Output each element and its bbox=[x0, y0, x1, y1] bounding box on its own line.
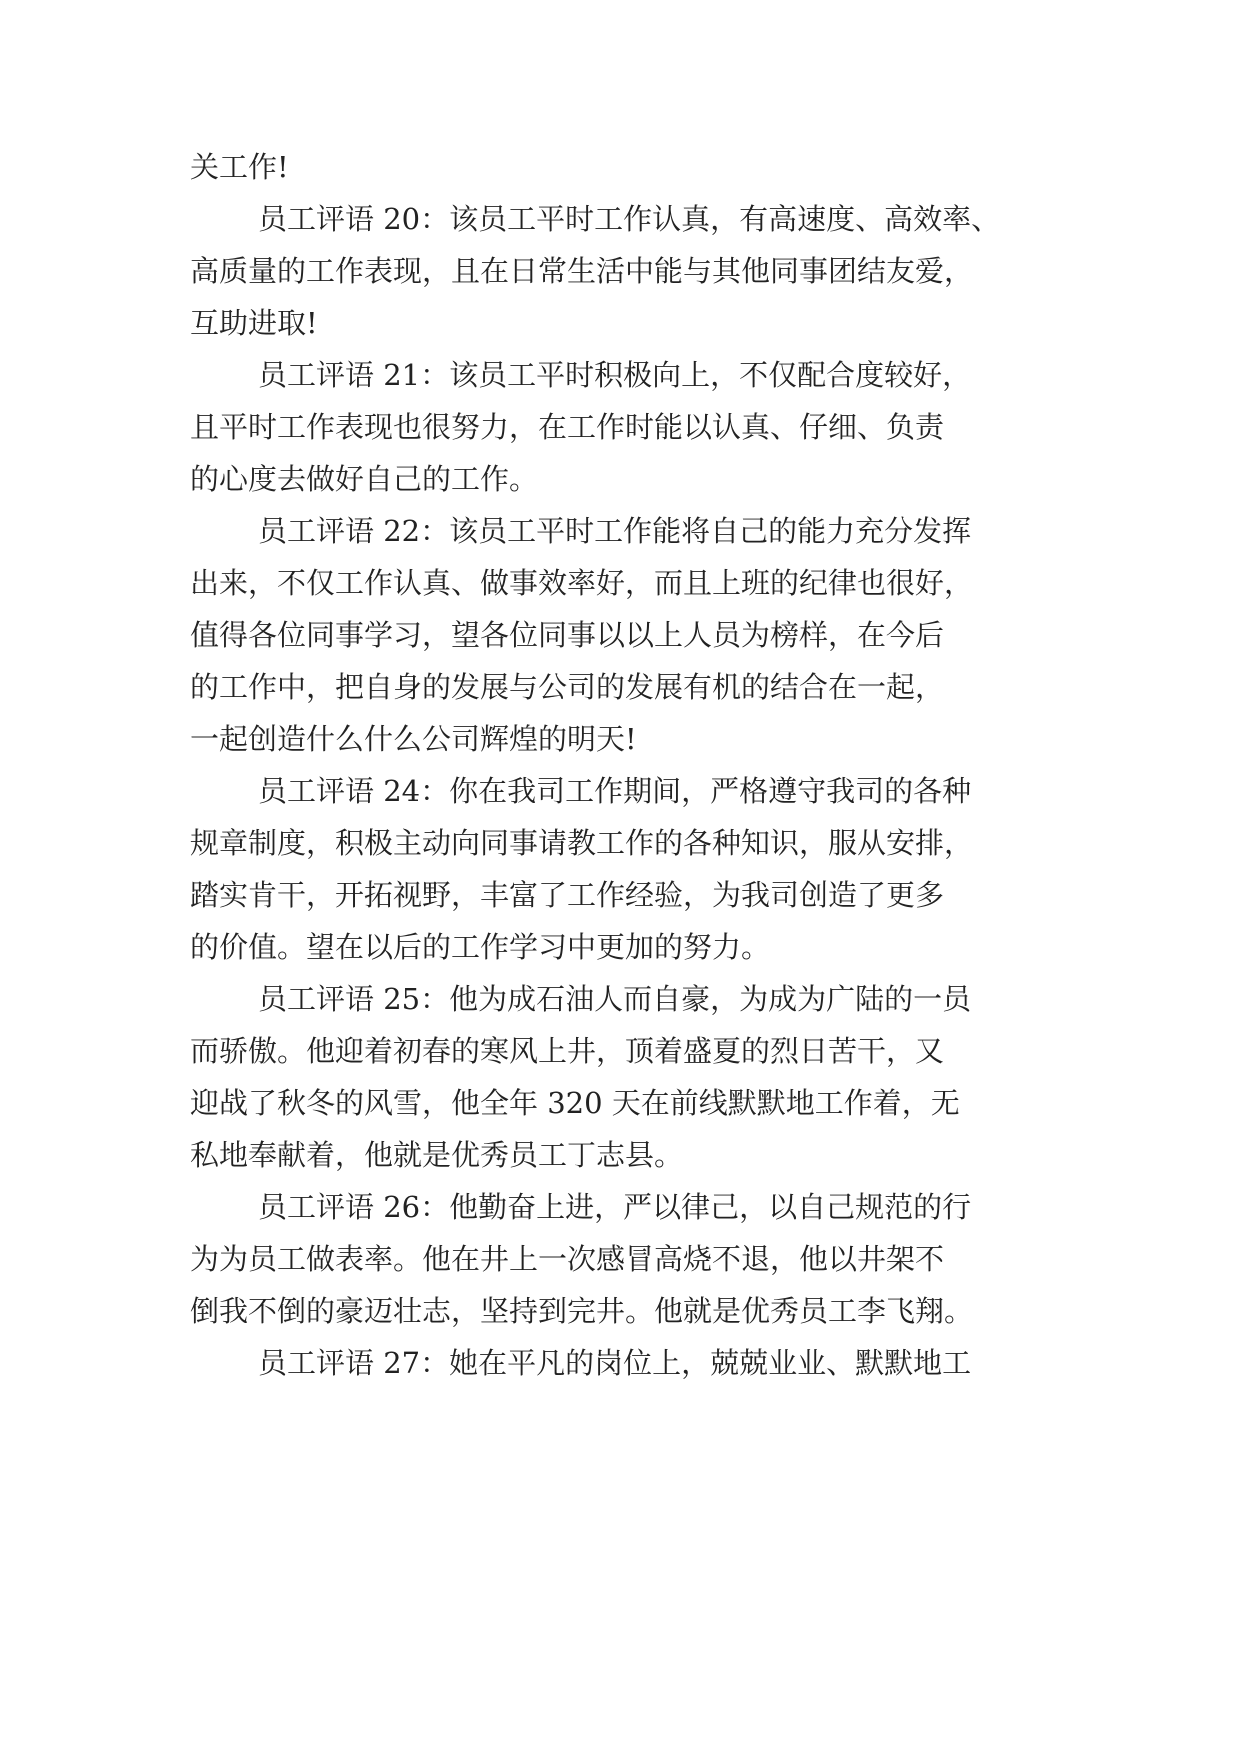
text-line: 员工评语 26：他勤奋上进，严以律己，以自己规范的行 bbox=[258, 1190, 972, 1224]
text-line: 员工评语 25：他为成石油人而自豪，为成为广陆的一员 bbox=[258, 982, 972, 1016]
text-line: 的工作中，把自身的发展与公司的发展有机的结合在一起， bbox=[190, 670, 945, 704]
text-line: 的心度去做好自己的工作。 bbox=[190, 462, 539, 496]
text-line: 员工评语 21：该员工平时积极向上，不仅配合度较好， bbox=[258, 358, 972, 392]
text-line: 规章制度，积极主动向同事请教工作的各种知识，服从安排， bbox=[190, 826, 974, 860]
text-line: 倒我不倒的豪迈壮志，坚持到完井。他就是优秀员工李飞翔。 bbox=[190, 1294, 974, 1328]
text-line: 互助进取! bbox=[190, 306, 318, 340]
text-line: 且平时工作表现也很努力，在工作时能以认真、仔细、负责 bbox=[190, 410, 945, 444]
text-line: 踏实肯干，开拓视野，丰富了工作经验，为我司创造了更多 bbox=[190, 878, 945, 912]
text-line: 高质量的工作表现，且在日常生活中能与其他同事团结友爱， bbox=[190, 254, 974, 288]
text-line: 为为员工做表率。他在井上一次感冒高烧不退，他以井架不 bbox=[190, 1242, 945, 1276]
text-line: 值得各位同事学习，望各位同事以以上人员为榜样，在今后 bbox=[190, 618, 945, 652]
text-line: 迎战了秋冬的风雪，他全年 320 天在前线默默地工作着，无 bbox=[190, 1086, 960, 1120]
text-line: 关工作! bbox=[190, 150, 289, 184]
text-line: 私地奉献着，他就是优秀员工丁志县。 bbox=[190, 1138, 684, 1172]
text-line: 员工评语 20：该员工平时工作认真，有高速度、高效率、 bbox=[258, 202, 1001, 236]
text-line: 一起创造什么什么公司辉煌的明天! bbox=[190, 722, 637, 756]
text-line: 员工评语 22：该员工平时工作能将自己的能力充分发挥 bbox=[258, 514, 972, 548]
text-line: 员工评语 24：你在我司工作期间，严格遵守我司的各种 bbox=[258, 774, 972, 808]
text-line: 的价值。望在以后的工作学习中更加的努力。 bbox=[190, 930, 771, 964]
text-line: 而骄傲。他迎着初春的寒风上井，顶着盛夏的烈日苦干，又 bbox=[190, 1034, 945, 1068]
text-line: 员工评语 27：她在平凡的岗位上，兢兢业业、默默地工 bbox=[258, 1346, 972, 1380]
text-line: 出来，不仅工作认真、做事效率好，而且上班的纪律也很好， bbox=[190, 566, 974, 600]
